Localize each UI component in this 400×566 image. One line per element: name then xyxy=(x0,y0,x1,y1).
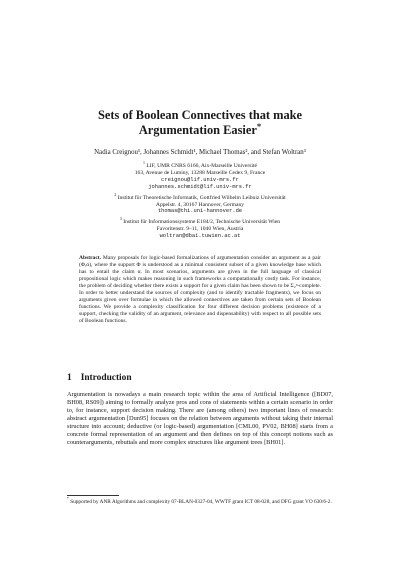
footnote-mark: * xyxy=(67,497,69,502)
affiliation-1-line-2: 163, Avenue de Luminy, 13288 Marseille Cedex 9, France xyxy=(134,169,266,176)
affiliation-1-line-1 xyxy=(0,163,400,170)
section-heading xyxy=(67,373,132,383)
affiliation-3-line-1 xyxy=(0,219,400,226)
title-line-2-text: Argumentation Easier xyxy=(138,123,257,137)
affiliation-2-text: Institut für Theoretische Informatik, Gottfried Wilhelm Leibniz Universität xyxy=(117,194,286,201)
affiliation-1-email-2[interactable]: johannes.schmidt@lif.univ-mrs.fr xyxy=(148,183,252,190)
affiliation-2-line-1 xyxy=(0,192,400,202)
abstract xyxy=(79,255,321,325)
affiliation-2-line-2: Appelstr. 4, 30167 Hannover, Germany xyxy=(155,201,245,208)
affiliations xyxy=(0,163,400,244)
paper-title xyxy=(0,108,400,138)
affiliation-1-email-1[interactable]: creignou@lif.univ-mrs.fr xyxy=(161,176,239,183)
title-footnote-mark: * xyxy=(256,120,262,131)
affiliation-2-mark: 2 xyxy=(114,192,117,197)
section-title: Introduction xyxy=(80,373,132,383)
affiliation-2 xyxy=(0,192,400,216)
affiliation-2-email[interactable]: thomas@thi.uni-hannover.de xyxy=(157,208,243,215)
affiliation-1-mark: 1 xyxy=(142,161,145,166)
footnote xyxy=(67,499,333,506)
author-list: Nadia Creignou¹, Johannes Schmidt¹, Michael Thomas², and Stefan Woltran³ xyxy=(94,149,306,156)
section-number: 1 xyxy=(67,373,72,383)
affiliation-1 xyxy=(0,163,400,191)
footnote-divider xyxy=(67,495,119,496)
affiliation-3-line-2: Favoritenstr. 9–11, 1040 Wien, Austria xyxy=(156,226,244,233)
affiliation-3-email[interactable]: woltran@dbai.tuwien.ac.at xyxy=(159,233,241,240)
title-line-1: Sets of Boolean Connectives that make xyxy=(97,108,303,122)
affiliation-3-text: Institut für Informationssysteme E184/2, Technische Universität Wien xyxy=(123,219,281,226)
title-line-2 xyxy=(0,120,400,138)
intro-paragraph: Argumentation is nowadays a main research topic within the area of Artificial Intelligence ([BD07, BH08, RS09]) aiming to formally analyze pros and cons of statements within a certain scenario in order to, for instance, support decision making. There are (among others) two important lines of research: abstract argumentation [Dun95] focuses on the relation between arguments without taking their internal structure into account; deductive (or logic-based) argumentation [CML00, PV02, BH08] starts from a concrete formal representation of an argument and then defines on top of this concept notions such as counterarguments, rebuttals and more complex structures like argument trees [BH01]. xyxy=(67,391,333,446)
affiliation-3 xyxy=(0,219,400,240)
abstract-label: Abstract. xyxy=(79,255,102,261)
abstract-text: Many proposals for logic-based formalizations of argumentation consider an argument as a pair (Φ,α), where the support Φ is understood as a minimal consistent subset of a given knowledge base which has to entail the claim α. In most scenarios, arguments are given in the full language of classical propositional logic which makes reasoning in such frameworks a computationally costly task. For instance, the problem of deciding whether there exists a support for a given claim has been shown to be Σ₂ᵖ-complete. In order to better understand the sources of complexity (and to identify tractable fragments), we focus on arguments given over formulae in which the allowed connectives are taken from certain sets of Boolean functions. We provide a complexity classification for four different decision problems (existence of a support, checking the validity of an argument, relevance and dispensability) with respect to all possible sets of Boolean functions. xyxy=(79,255,321,325)
affiliation-3-mark: 3 xyxy=(119,217,122,222)
footnote-text: Supported by ANR Algorithms and complexity 07-BLAN-0327-04, WWTF grant ICT 08-028, and DFG grant VO 630/6-2. xyxy=(70,499,332,505)
affiliation-1-text: LIF, UMR CNRS 6166, Aix-Marseille Université xyxy=(146,163,257,169)
